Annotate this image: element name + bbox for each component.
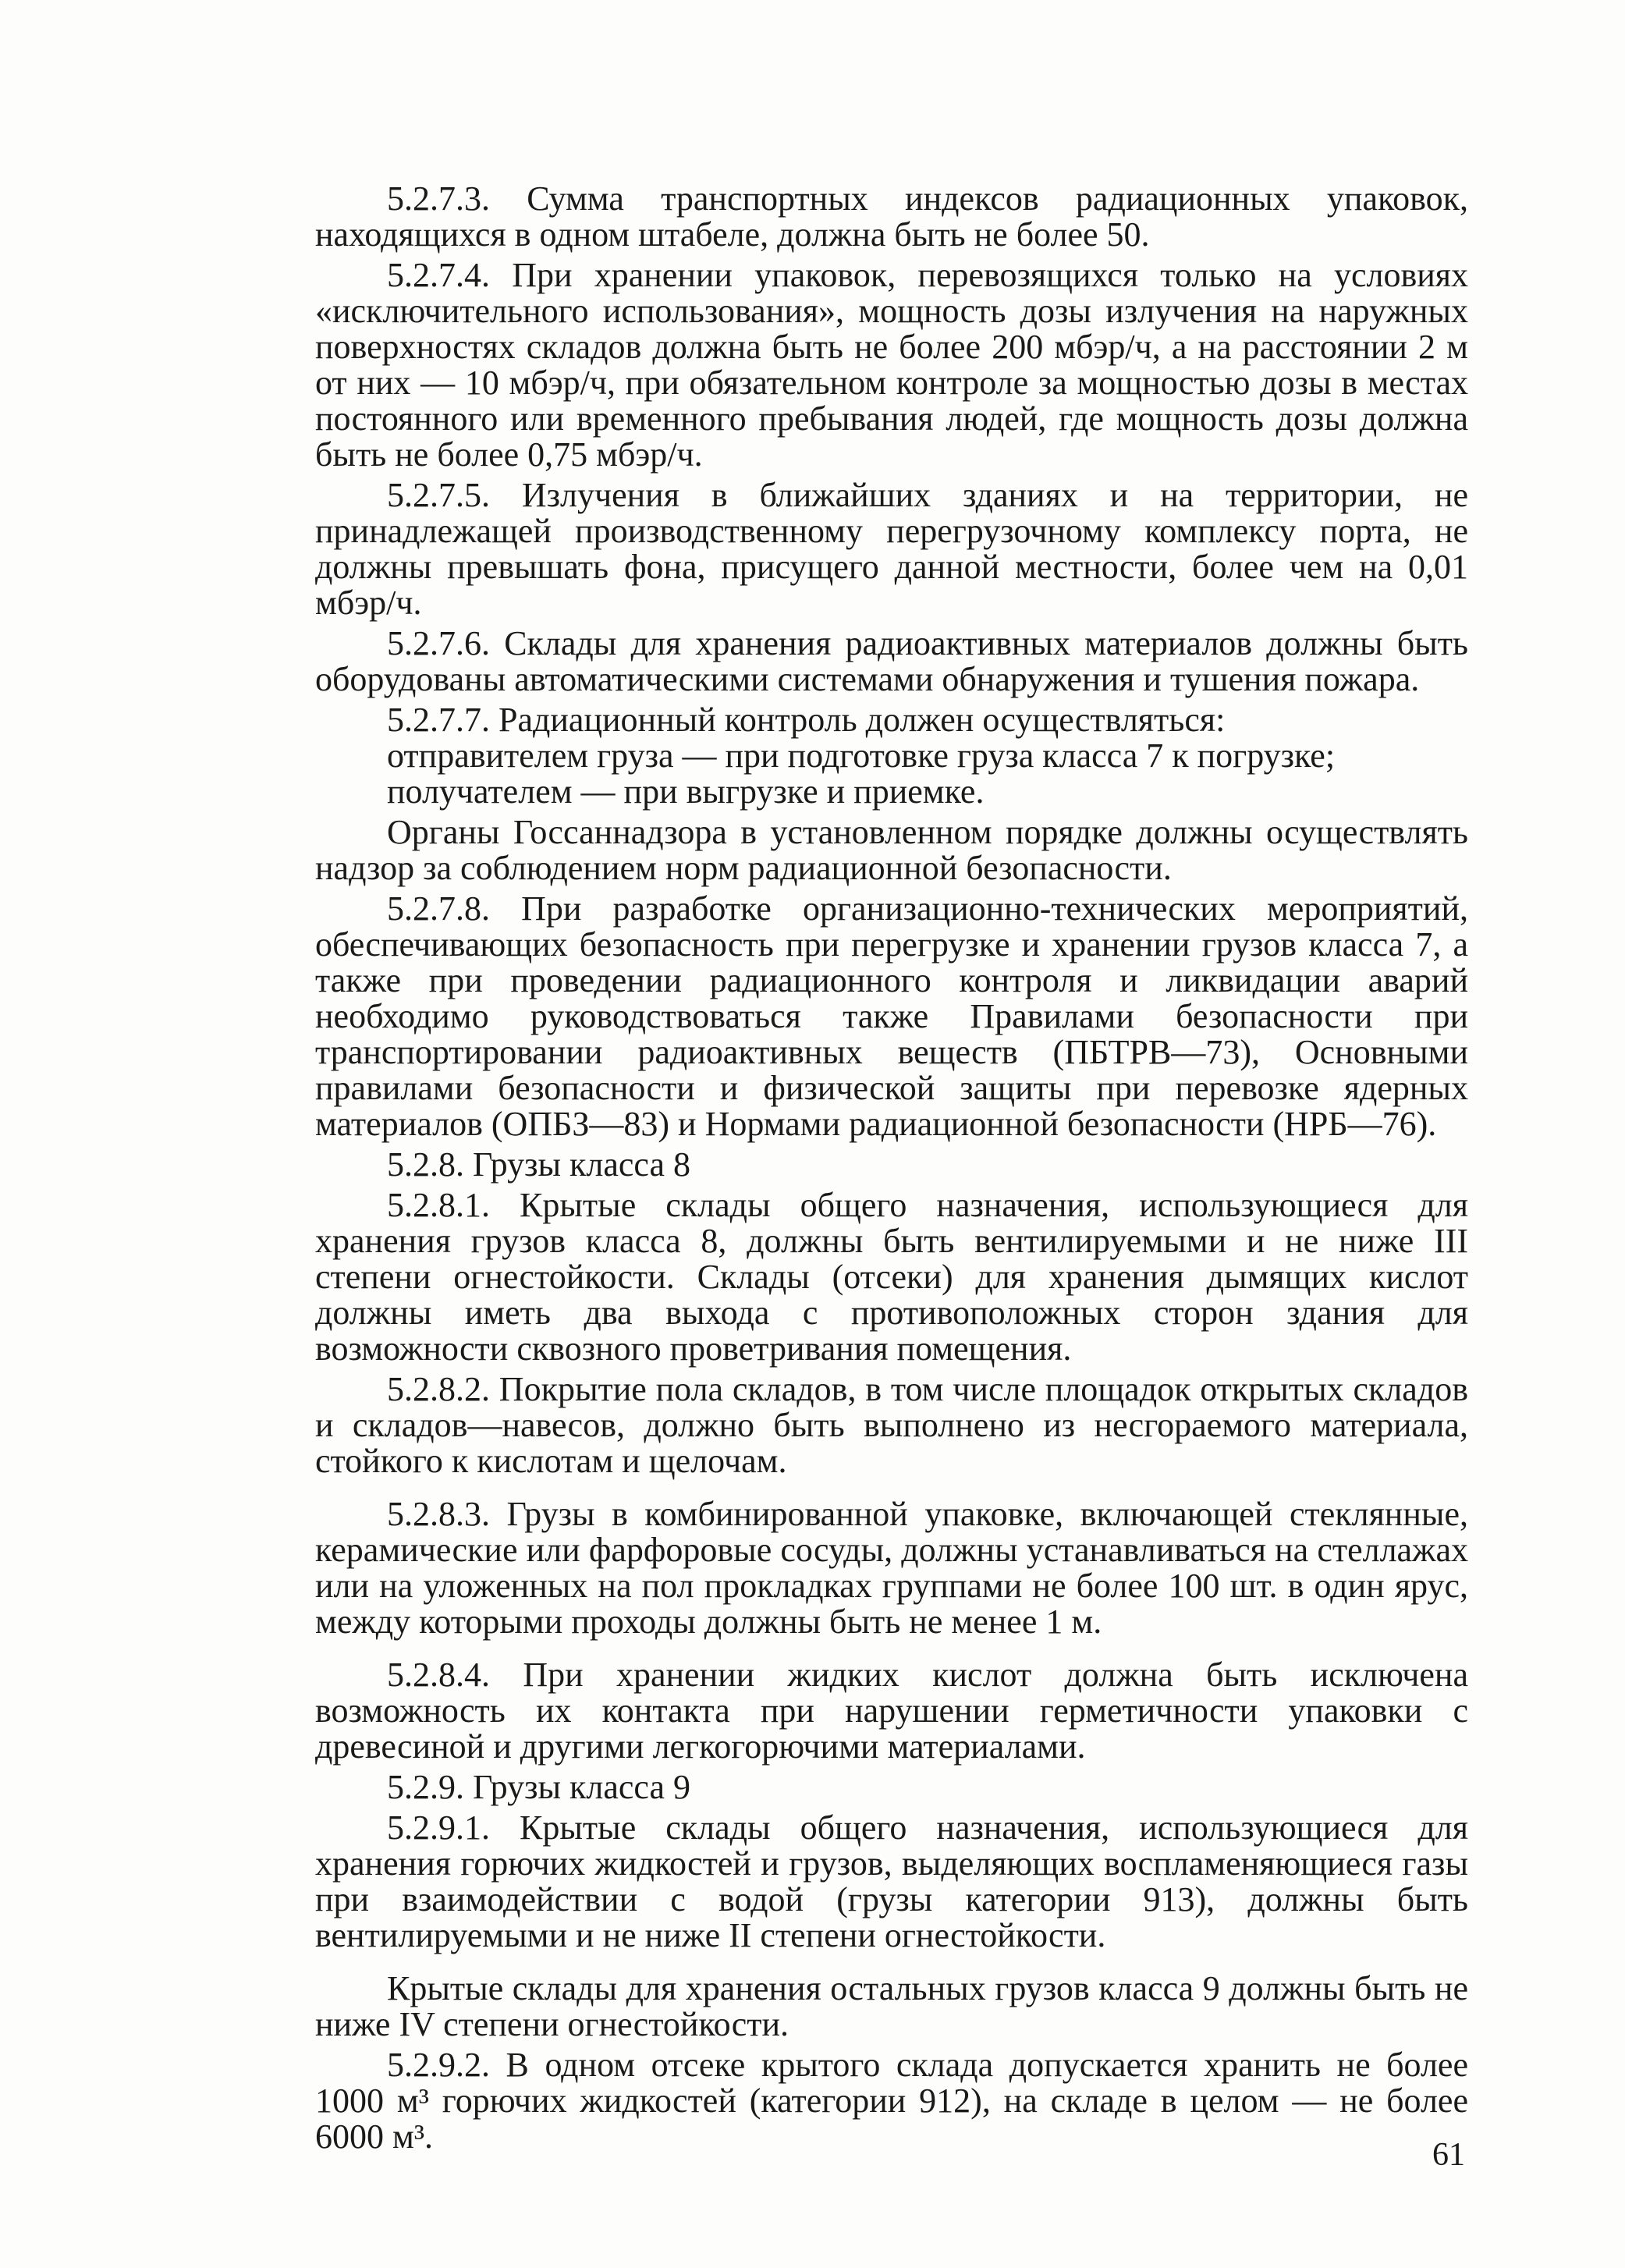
paragraph-class-9-storage: Крытые склады для хранения остальных грузов класса 9 должны быть не ниже IV степени огнестойкости. <box>315 1969 1468 2043</box>
paragraph-5-2-7-4: 5.2.7.4. При хранении упаковок, перевозящихся только на условиях «исключительного использования», мощность дозы излучения на наружных поверхностях складов должна быть не более 200 мбэр/ч, а на расстоянии 2 м от них — 10 мбэр/ч, при обязательном контроле за мощностью дозы в местах постоянного или временного пребывания людей, где мощность дозы должна быть не более 0,75 мбэр/ч. <box>315 256 1468 474</box>
paragraph-5-2-7-5: 5.2.7.5. Излучения в ближайших зданиях и на территории, не принадлежащей производственному перегрузочному комплексу порта, не должны превышать фона, присущего данной местности, более чем на 0,01 мбэр/ч. <box>315 476 1468 622</box>
paragraph-5-2-7-8: 5.2.7.8. При разработке организационно-технических мероприятий, обеспечивающих безопасность при перегрузке и хранении грузов класса 7, а также при проведении радиационного контроля и ликвидации аварий необходимо руководствоваться также Правилами безопасности при транспортировании радиоактивных веществ (ПБТРВ—73), Основными правилами безопасности и физической защиты при перевозке ядерных материалов (ОПБЗ—83) и Нормами радиационной безопасности (НРБ—76). <box>315 889 1468 1143</box>
paragraph-sender: отправителем груза — при подготовке груза класса 7 к погрузке; <box>387 736 1336 775</box>
paragraph-receiver: получателем — при выгрузке и приемке. <box>387 772 985 811</box>
paragraph-5-2-8-1: 5.2.8.1. Крытые склады общего назначения, использующиеся для хранения грузов класса 8, должны быть вентилируемыми и не ниже III степени огнестойкости. Склады (отсеки) для хранения дымящих кислот должны иметь два выхода с противоположных сторон здания для возможности сквозного проветривания помещения. <box>315 1186 1468 1368</box>
paragraph-5-2-8-2: 5.2.8.2. Покрытие пола складов, в том числе площадок открытых складов и складов—навесов, должно быть выполнено из несгораемого материала, стойкого к кислотам и щелочам. <box>315 1370 1468 1480</box>
paragraph-5-2-7-3: 5.2.7.3. Сумма транспортных индексов радиационных упаковок, находящихся в одном штабеле, должна быть не более 50. <box>315 179 1468 254</box>
heading-5-2-9: 5.2.9. Грузы класса 9 <box>387 1768 691 1806</box>
paragraph-5-2-9-2: 5.2.9.2. В одном отсеке крытого склада допускается хранить не более 1000 м³ горючих жидкостей (категории 912), на складе в целом — не более 6000 м³. <box>315 2046 1468 2156</box>
paragraph-5-2-8-3: 5.2.8.3. Грузы в комбинированной упаковке, включающей стеклянные, керамические или фарфоровые сосуды, должны устанавливаться на стеллажах или на уложенных на пол прокладках группами не более 100 шт. в один ярус, между которыми проходы должны быть не менее 1 м. <box>315 1495 1468 1641</box>
paragraph-gossannadzor: Органы Госсаннадзора в установленном порядке должны осуществлять надзор за соблюдением норм радиационной безопасности. <box>315 813 1468 887</box>
paragraph-5-2-8-4: 5.2.8.4. При хранении жидких кислот должна быть исключена возможность их контакта при нарушении герметичности упаковки с древесиной и другими легкогорючими материалами. <box>315 1656 1468 1766</box>
paragraph-5-2-7-7: 5.2.7.7. Радиационный контроль должен осуществляться: <box>387 701 1226 739</box>
page-number: 61 <box>1432 2137 1465 2173</box>
heading-5-2-8: 5.2.8. Грузы класса 8 <box>387 1145 691 1184</box>
paragraph-5-2-9-1: 5.2.9.1. Крытые склады общего назначения, использующиеся для хранения горючих жидкостей и грузов, выделяющих воспламеняющиеся газы при взаимодействии с водой (грузы категории 913), должны быть вентилируемыми и не ниже II степени огнестойкости. <box>315 1808 1468 1954</box>
body-text <box>315 181 1468 2160</box>
paragraph-5-2-7-6: 5.2.7.6. Склады для хранения радиоактивных материалов должны быть оборудованы автоматическими системами обнаружения и тушения пожара. <box>315 624 1468 698</box>
